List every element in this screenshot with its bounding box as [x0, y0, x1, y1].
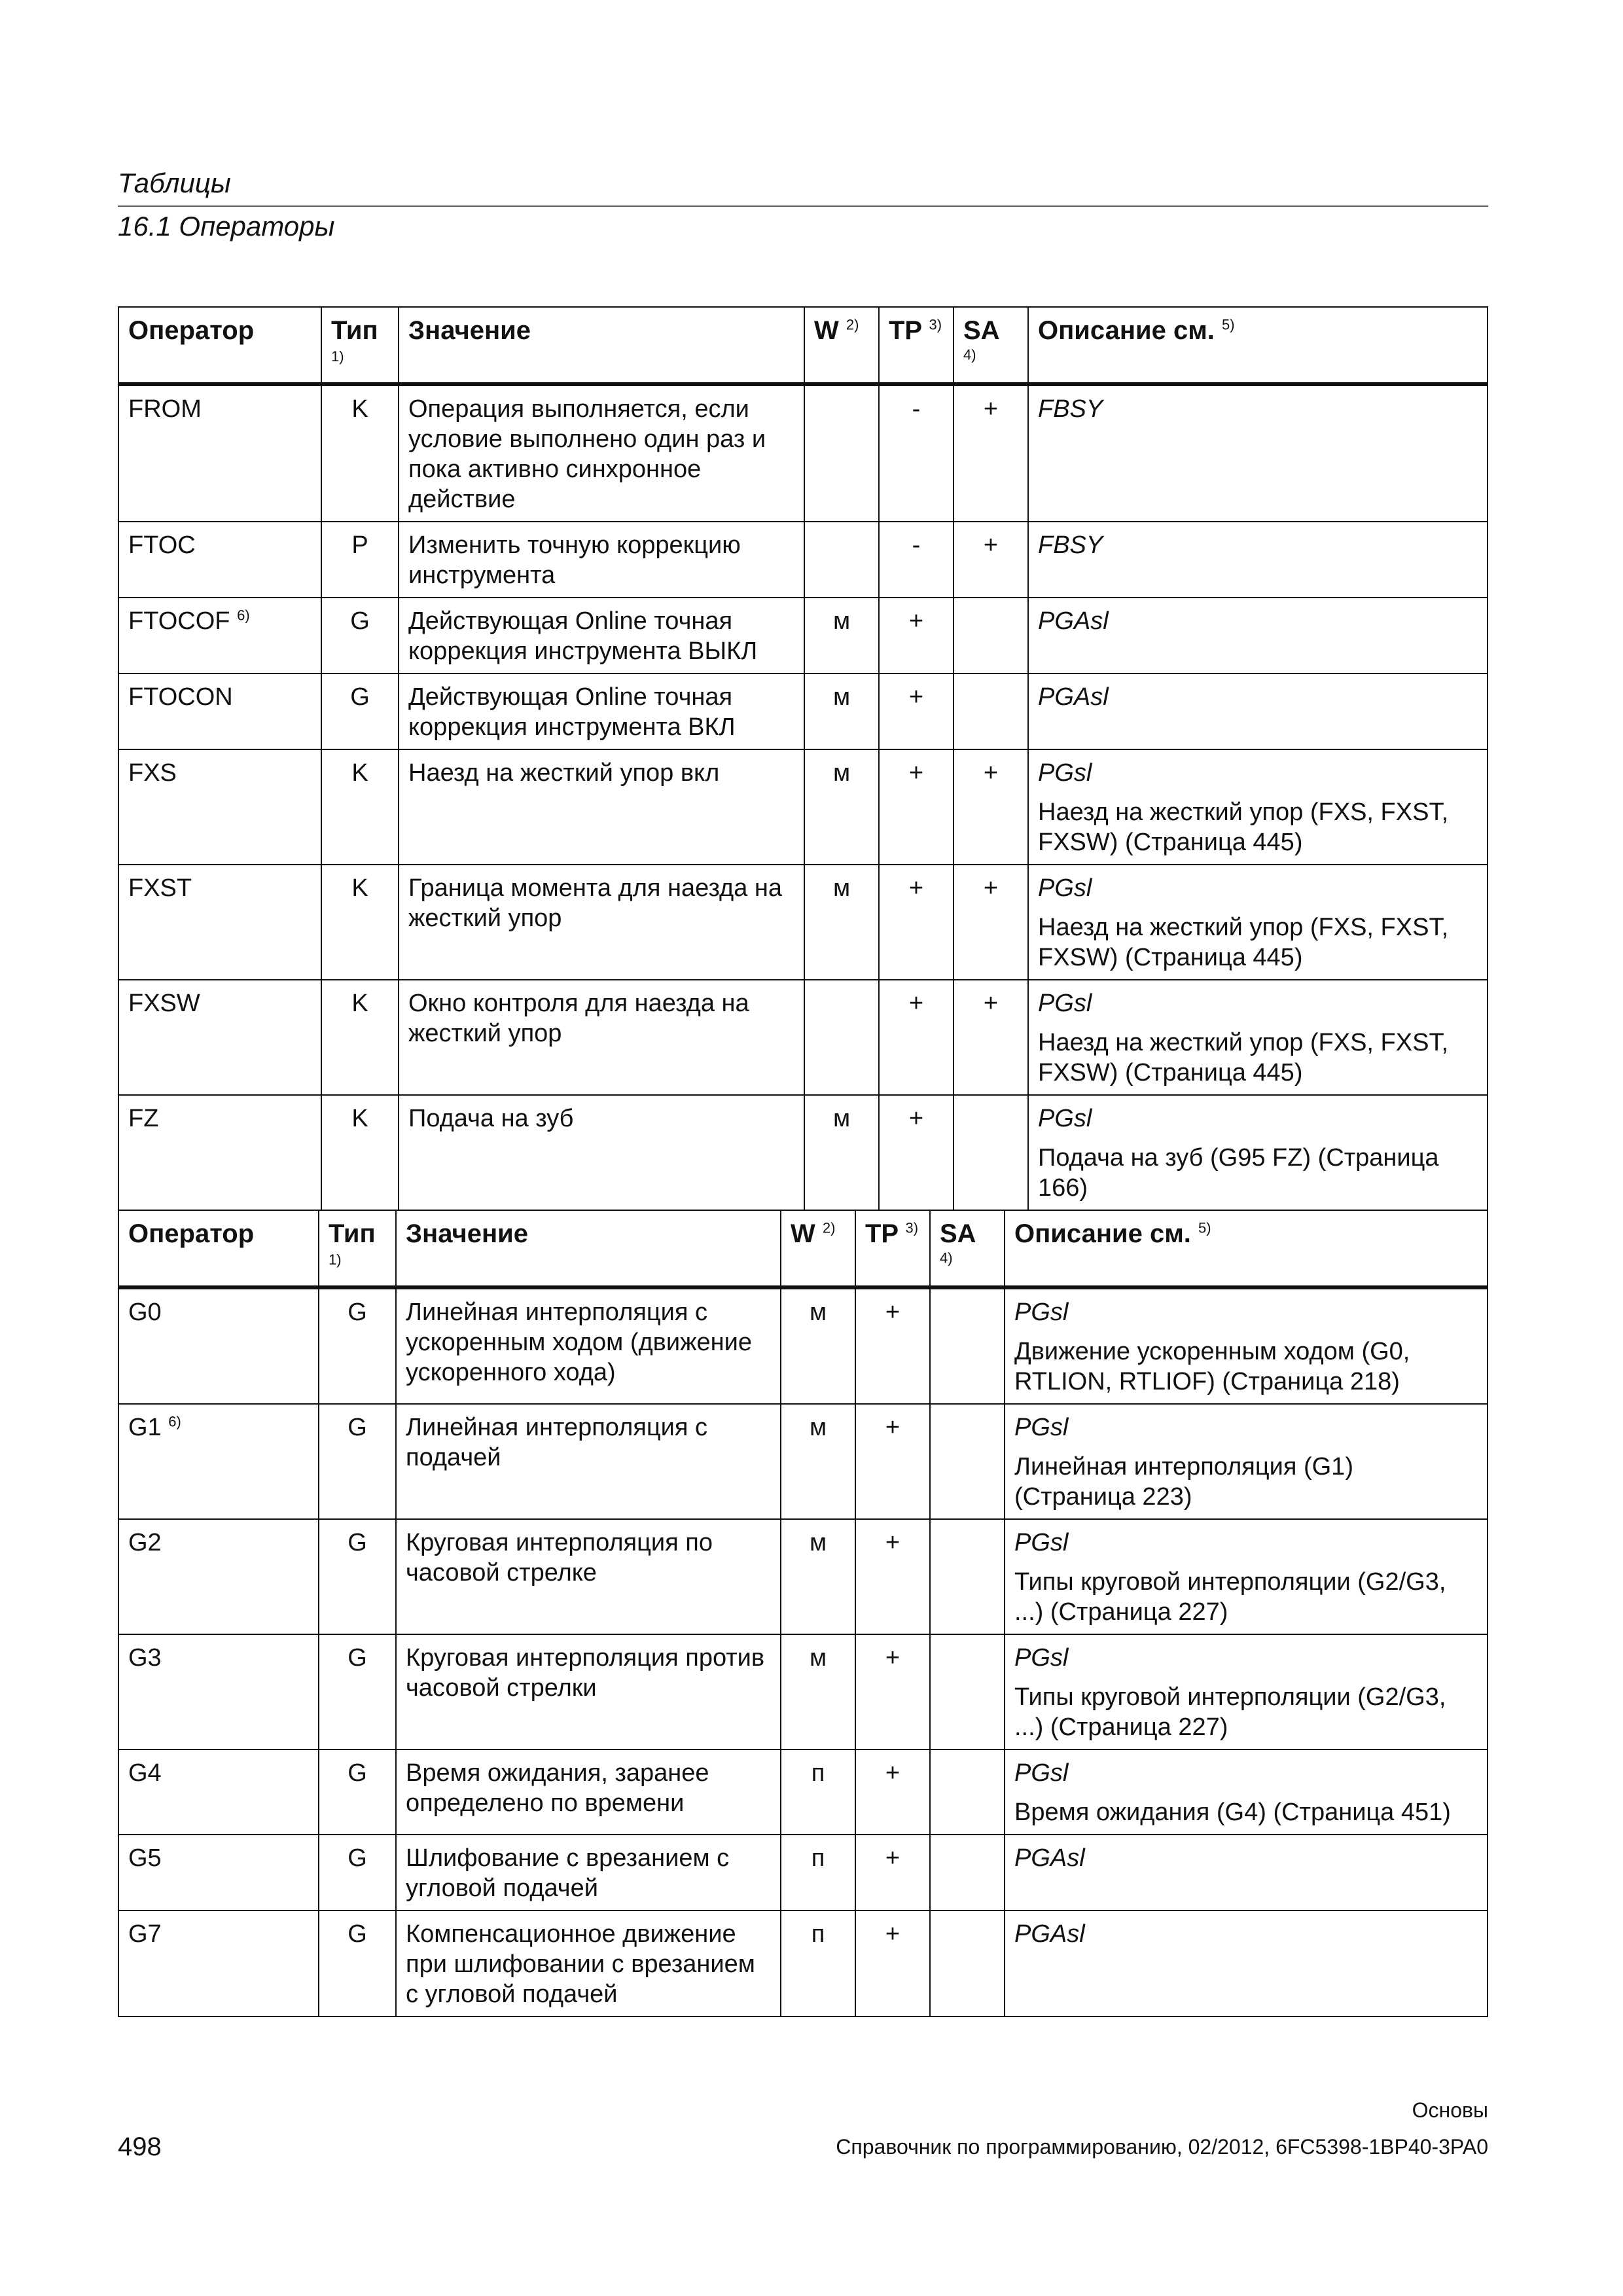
cell-operator — [118, 598, 321, 673]
table-row — [118, 1404, 1488, 1519]
cell-sa: + — [954, 522, 1028, 598]
cell-description — [1028, 384, 1488, 522]
cell-w: м — [804, 865, 879, 980]
description-text: Наезд на жесткий упор (FXS, FXST, FXSW) (Страница 445) — [1038, 1029, 1448, 1086]
cell-sa — [930, 1519, 1005, 1634]
cell-type: P — [321, 522, 399, 598]
col-operator: Оператор — [118, 307, 321, 384]
table-row — [118, 980, 1488, 1095]
cell-type: K — [321, 980, 399, 1095]
cell-tp: + — [855, 1519, 930, 1634]
cell-description — [1028, 1095, 1488, 1210]
header-section: Таблицы — [118, 168, 231, 198]
header-subsection: 16.1 Операторы — [118, 211, 335, 242]
cell-tp: + — [855, 1287, 930, 1404]
cell-meaning: Окно контроля для наезда на жесткий упор — [399, 980, 804, 1095]
operator-name: G1 — [128, 1414, 162, 1441]
table-row — [118, 522, 1488, 598]
cell-description — [1005, 1287, 1488, 1404]
col-meaning: Значение — [399, 307, 804, 384]
cell-w — [804, 980, 879, 1095]
description-text: Наезд на жесткий упор (FXS, FXST, FXSW) (Страница 445) — [1038, 914, 1448, 971]
table-row — [118, 384, 1488, 522]
table-row — [118, 1519, 1488, 1634]
cell-description — [1005, 1404, 1488, 1519]
cell-operator — [118, 1287, 319, 1404]
cell-sa — [954, 1095, 1028, 1210]
cell-meaning: Действующая Online точная коррекция инструмента ВЫКЛ — [399, 598, 804, 673]
cell-meaning: Линейная интерполяция с подачей — [396, 1404, 781, 1519]
cell-tp: + — [879, 1095, 954, 1210]
cell-meaning: Время ожидания, заранее определено по времени — [396, 1749, 781, 1835]
cell-sa: + — [954, 749, 1028, 865]
table-row — [118, 865, 1488, 980]
cell-type: G — [319, 1749, 396, 1835]
cell-description — [1028, 749, 1488, 865]
footer-book: Основы — [1412, 2098, 1488, 2122]
table-row — [118, 1910, 1488, 2017]
cell-description — [1005, 1910, 1488, 2017]
cell-tp: + — [879, 865, 954, 980]
col-sa: SA $^{4)}$ — [930, 1210, 1005, 1287]
description-reference: PGsl — [1014, 1644, 1069, 1672]
col-operator: Оператор — [118, 1210, 319, 1287]
cell-type: G — [319, 1287, 396, 1404]
cell-w: м — [781, 1519, 855, 1634]
description-text: Типы круговой интерполяции (G2/G3, ...) (Страница 227) — [1014, 1683, 1446, 1741]
footer-reference: Справочник по программированию, 02/2012, 6FC5398-1BP40-3PA0 — [836, 2135, 1488, 2159]
cell-meaning: Граница момента для наезда на жесткий упор — [399, 865, 804, 980]
table-row — [118, 1095, 1488, 1210]
col-tp: TP $^{3)}$ — [879, 307, 954, 384]
operator-name: FXST — [128, 874, 192, 902]
cell-meaning: Круговая интерполяция по часовой стрелке — [396, 1519, 781, 1634]
cell-operator — [118, 522, 321, 598]
cell-meaning: Линейная интерполяция с ускоренным ходом (движение ускоренного хода) — [396, 1287, 781, 1404]
cell-type: K — [321, 1095, 399, 1210]
description-reference: PGsl — [1038, 874, 1092, 902]
description-reference: FBSY — [1038, 395, 1103, 423]
description-text: Подача на зуб (G95 FZ) (Страница 166) — [1038, 1144, 1439, 1202]
cell-sa — [954, 598, 1028, 673]
cell-operator — [118, 1095, 321, 1210]
operator-name: FTOC — [128, 531, 196, 559]
cell-w: п — [781, 1835, 855, 1910]
cell-meaning: Круговая интерполяция против часовой стрелки — [396, 1634, 781, 1749]
cell-tp: + — [855, 1835, 930, 1910]
cell-operator — [118, 384, 321, 522]
table-header-row — [118, 1210, 1488, 1287]
description-reference: PGsl — [1038, 1105, 1092, 1132]
operator-name: G2 — [128, 1529, 162, 1556]
cell-sa — [930, 1910, 1005, 2017]
description-reference: PGsl — [1014, 1529, 1069, 1556]
cell-tp: - — [879, 522, 954, 598]
operator-name: G3 — [128, 1644, 162, 1672]
cell-w: п — [781, 1749, 855, 1835]
cell-meaning: Действующая Online точная коррекция инструмента ВКЛ — [399, 673, 804, 749]
cell-sa — [954, 673, 1028, 749]
operator-name: FXSW — [128, 990, 200, 1017]
operator-name: G4 — [128, 1759, 162, 1787]
operator-name: G7 — [128, 1920, 162, 1948]
cell-description — [1028, 598, 1488, 673]
col-w: W $^{2)}$ — [781, 1210, 855, 1287]
operators-table-1 — [118, 306, 1488, 1211]
table-header-row — [118, 307, 1488, 384]
cell-type: G — [319, 1519, 396, 1634]
cell-w: м — [804, 749, 879, 865]
operator-footnote: 6) — [237, 607, 250, 624]
cell-w — [804, 384, 879, 522]
operators-table-2 — [118, 1210, 1488, 2017]
cell-type: G — [319, 1910, 396, 2017]
table-row — [118, 1749, 1488, 1835]
cell-type: K — [321, 865, 399, 980]
col-type: Тип 1) — [321, 307, 399, 384]
table-row — [118, 749, 1488, 865]
cell-sa: + — [954, 980, 1028, 1095]
description-reference: PGAsl — [1038, 607, 1109, 635]
operator-name: FXS — [128, 759, 177, 787]
cell-w — [804, 522, 879, 598]
cell-meaning: Наезд на жесткий упор вкл — [399, 749, 804, 865]
description-text: Типы круговой интерполяции (G2/G3, ...) (Страница 227) — [1014, 1568, 1446, 1626]
cell-operator — [118, 980, 321, 1095]
cell-tp: + — [855, 1634, 930, 1749]
cell-operator — [118, 1634, 319, 1749]
description-reference: FBSY — [1038, 531, 1103, 559]
cell-tp: + — [855, 1749, 930, 1835]
description-reference: PGsl — [1014, 1759, 1069, 1787]
cell-tp: + — [879, 749, 954, 865]
page-footer — [836, 2092, 1488, 2165]
table-row — [118, 598, 1488, 673]
col-tp: TP $^{3)}$ — [855, 1210, 930, 1287]
description-reference: PGsl — [1014, 1299, 1069, 1326]
cell-w: м — [781, 1634, 855, 1749]
table-row — [118, 1287, 1488, 1404]
table-row — [118, 673, 1488, 749]
cell-description — [1028, 673, 1488, 749]
description-text: Движение ускоренным ходом (G0, RTLION, RTLIOF) (Страница 218) — [1014, 1338, 1410, 1395]
cell-sa: + — [954, 384, 1028, 522]
cell-tp: + — [855, 1910, 930, 2017]
table-row — [118, 1835, 1488, 1910]
description-text: Наезд на жесткий упор (FXS, FXST, FXSW) (Страница 445) — [1038, 798, 1448, 856]
cell-sa — [930, 1287, 1005, 1404]
cell-meaning: Операция выполняется, если условие выполнено один раз и пока активно синхронное действие — [399, 384, 804, 522]
description-reference: PGAsl — [1014, 1844, 1085, 1872]
operator-name: FZ — [128, 1105, 159, 1132]
cell-w: п — [781, 1910, 855, 2017]
cell-meaning: Компенсационное движение при шлифовании с врезанием с угловой подачей — [396, 1910, 781, 2017]
cell-type: K — [321, 384, 399, 522]
cell-description — [1028, 865, 1488, 980]
cell-description — [1005, 1634, 1488, 1749]
cell-tp: + — [879, 673, 954, 749]
operator-name: G5 — [128, 1844, 162, 1872]
cell-type: G — [321, 673, 399, 749]
cell-tp: - — [879, 384, 954, 522]
description-reference: PGsl — [1014, 1414, 1069, 1441]
cell-description — [1028, 980, 1488, 1095]
cell-sa — [930, 1749, 1005, 1835]
cell-w: м — [804, 673, 879, 749]
cell-sa — [930, 1404, 1005, 1519]
cell-type: G — [319, 1404, 396, 1519]
cell-operator — [118, 865, 321, 980]
col-description: Описание см. $^{5)}$ — [1028, 307, 1488, 384]
cell-sa — [930, 1634, 1005, 1749]
cell-operator — [118, 1404, 319, 1519]
col-w: W $^{2)}$ — [804, 307, 879, 384]
operator-name: FTOCON — [128, 683, 233, 711]
cell-type: G — [321, 598, 399, 673]
col-type: Тип 1) — [319, 1210, 396, 1287]
cell-operator — [118, 749, 321, 865]
page-number: 498 — [118, 2132, 162, 2161]
cell-operator — [118, 1749, 319, 1835]
cell-meaning: Изменить точную коррекцию инструмента — [399, 522, 804, 598]
cell-description — [1005, 1835, 1488, 1910]
cell-description — [1005, 1749, 1488, 1835]
operator-name: FROM — [128, 395, 202, 423]
cell-w: м — [781, 1287, 855, 1404]
description-reference: PGsl — [1038, 759, 1092, 787]
cell-sa — [930, 1835, 1005, 1910]
running-header — [118, 164, 1488, 246]
description-reference: PGAsl — [1014, 1920, 1085, 1948]
col-description: Описание см. $^{5)}$ — [1005, 1210, 1488, 1287]
col-meaning: Значение — [396, 1210, 781, 1287]
cell-type: K — [321, 749, 399, 865]
description-text: Линейная интерполяция (G1) (Страница 223) — [1014, 1453, 1353, 1511]
operator-name: FTOCOF — [128, 607, 230, 635]
cell-description — [1005, 1519, 1488, 1634]
cell-meaning: Подача на зуб — [399, 1095, 804, 1210]
cell-operator — [118, 1835, 319, 1910]
cell-tp: + — [855, 1404, 930, 1519]
description-reference: PGAsl — [1038, 683, 1109, 711]
cell-type: G — [319, 1634, 396, 1749]
cell-type: G — [319, 1835, 396, 1910]
description-text: Время ожидания (G4) (Страница 451) — [1014, 1799, 1451, 1826]
cell-meaning: Шлифование с врезанием с угловой подачей — [396, 1835, 781, 1910]
cell-tp: + — [879, 980, 954, 1095]
cell-operator — [118, 1519, 319, 1634]
table-row — [118, 1634, 1488, 1749]
cell-w: м — [804, 598, 879, 673]
cell-operator — [118, 673, 321, 749]
col-sa: SA $^{4)}$ — [954, 307, 1028, 384]
cell-tp: + — [879, 598, 954, 673]
cell-operator — [118, 1910, 319, 2017]
cell-w: м — [781, 1404, 855, 1519]
cell-description — [1028, 522, 1488, 598]
operator-name: G0 — [128, 1299, 162, 1326]
description-reference: PGsl — [1038, 990, 1092, 1017]
cell-sa: + — [954, 865, 1028, 980]
operator-footnote: 6) — [168, 1413, 181, 1430]
cell-w: м — [804, 1095, 879, 1210]
